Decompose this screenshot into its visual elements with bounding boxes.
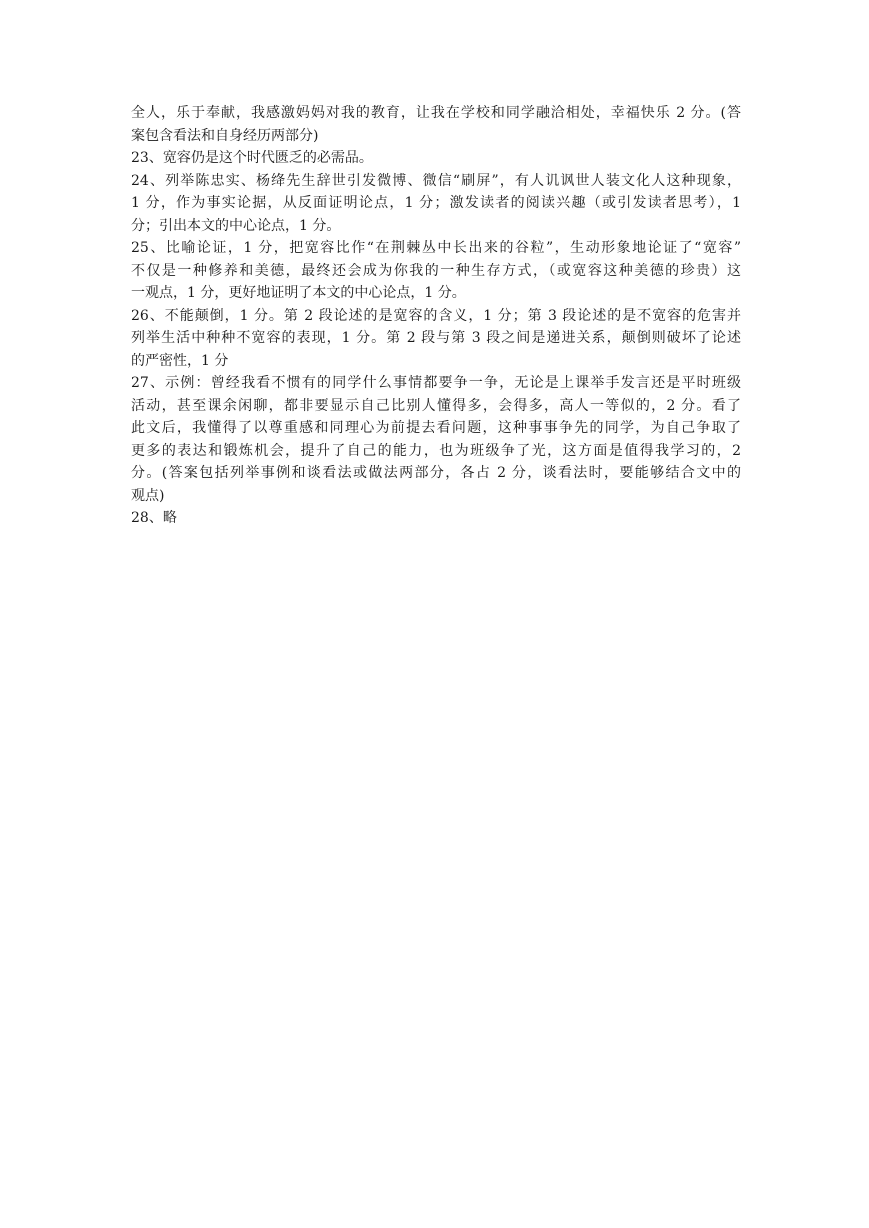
answer-24-line-2: 1 分，作为事实论据，从反面证明论点，1 分；激发读者的阅读兴趣（或引发读者思考），1 <box>131 195 741 211</box>
answer-26-line-2: 列举生活中种种不宽容的表现，1 分。第 2 段与第 3 段之间是递进关系，颠倒则破坏了论述 <box>131 330 741 346</box>
answer-25-line-2: 不仅是一种修养和美德，最终还会成为你我的一种生存方式，（或宽容这种美德的珍贵）这 <box>131 262 741 279</box>
answer-26-line-1: 26、不能颠倒，1 分。第 2 段论述的是宽容的含义，1 分；第 3 段论述的是不宽容的危害并 <box>131 307 741 324</box>
answer-26-line-3: 的严密性，1 分 <box>131 352 229 369</box>
answer-text-block <box>131 102 741 530</box>
text-line-1: 全人，乐于奉献，我感激妈妈对我的教育，让我在学校和同学融洽相处，幸福快乐 2 分。(答 <box>131 105 741 121</box>
answer-24-line-1: 24、列举陈忠实、杨绛先生辞世引发微博、微信“刷屏”，有人讥讽世人装文化人这种现象， <box>131 172 741 189</box>
answer-28: 28、略 <box>131 510 177 526</box>
answer-25-line-1: 25、比喻论证，1 分，把宽容比作“在荆棘丛中长出来的谷粒”，生动形象地论证了“宽容” <box>131 240 741 256</box>
answer-27-line-5: 分。(答案包括列举事例和谈看法或做法两部分，各占 2 分，谈看法时，要能够结合文中的 <box>131 465 741 481</box>
text-line-2: 案包含看法和自身经历两部分) <box>131 127 319 144</box>
answer-27-line-3: 此文后，我懂得了以尊重感和同理心为前提去看问题，这种事事争先的同学，为自己争取了 <box>131 420 741 436</box>
answer-27-line-6: 观点) <box>131 487 165 504</box>
answer-25-line-3: 一观点，1 分，更好地证明了本文的中心论点，1 分。 <box>131 285 466 301</box>
answer-27-line-1: 27、示例：曾经我看不惯有的同学什么事情都要争一争，无论是上课举手发言还是平时班级 <box>131 375 741 391</box>
answer-24-line-3: 分；引出本文的中心论点，1 分。 <box>131 217 341 234</box>
answer-23: 23、宽容仍是这个时代匮乏的必需品。 <box>131 150 373 166</box>
answer-27-line-4: 更多的表达和锻炼机会，提升了自己的能力，也为班级争了光，这方面是值得我学习的，2 <box>131 442 741 459</box>
answer-27-line-2: 活动，甚至课余闲聊，都非要显示自己比别人懂得多，会得多，高人一等似的，2 分。看了 <box>131 397 741 414</box>
